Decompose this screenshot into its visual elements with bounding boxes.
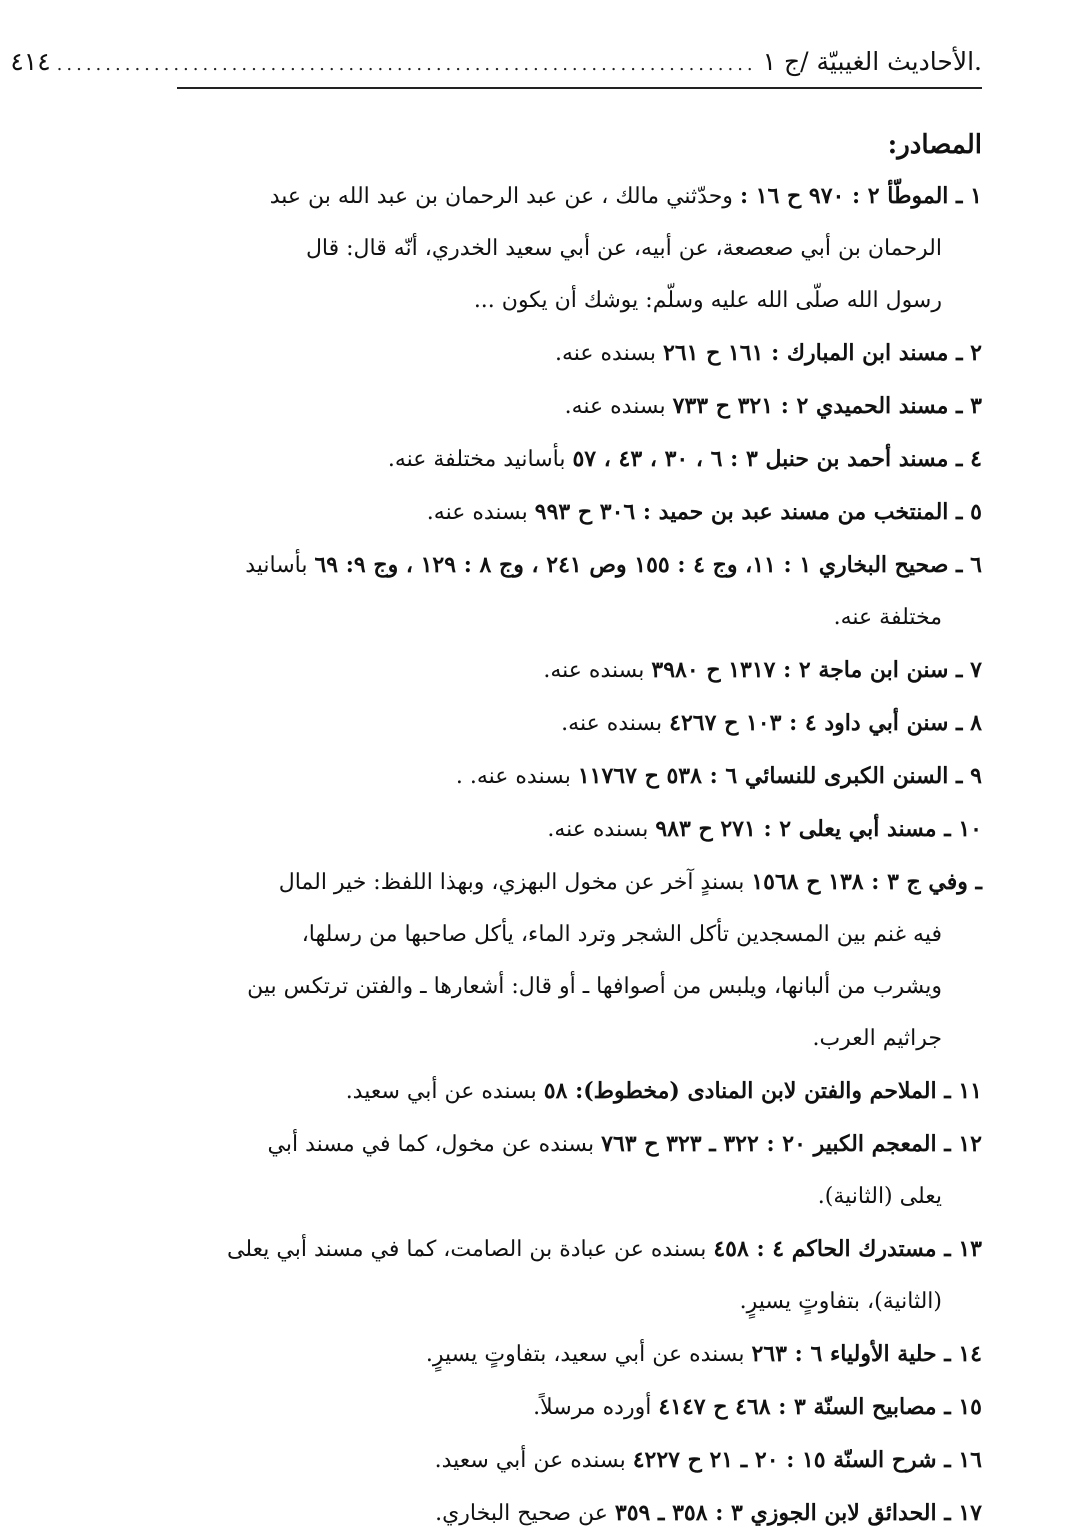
entry-citation: ٢ ـ مسند ابن المبارك : ١٦١ ح ٢٦١ — [663, 340, 982, 367]
source-entry — [177, 697, 982, 750]
sources-list — [177, 170, 982, 1540]
source-entry — [177, 750, 982, 803]
entry-first-line — [177, 697, 982, 750]
entry-first-line — [177, 380, 982, 433]
source-entry — [177, 1223, 982, 1328]
entry-text: بسنده عن أبي سعيد، بتفاوتٍ يسيرٍ. — [425, 1342, 752, 1368]
entry-continuation-line: (الثانية)، بتفاوتٍ يسيرٍ. — [739, 1289, 942, 1315]
running-header — [10, 46, 982, 89]
entry-citation: ١٢ ـ المعجم الكبير ٢٠ : ٣٢٢ ـ ٣٢٣ ح ٧٦٣ — [601, 1131, 982, 1158]
entry-first-line — [177, 803, 982, 856]
entry-citation: ١٦ ـ شرح السنّة ١٥ : ٢٠ ـ ٢١ ح ٤٢٢٧ — [632, 1447, 982, 1474]
source-entry — [177, 433, 982, 486]
source-entry — [177, 856, 982, 1065]
running-title: .الأحاديث الغيبيّة /ج ١ — [762, 47, 982, 76]
entry-first-line — [177, 856, 982, 909]
source-entry — [177, 380, 982, 433]
entry-text: عن صحيح البخاري. — [435, 1501, 615, 1527]
entry-citation: ـ وفي ج ٣ : ١٣٨ ح ١٥٦٨ — [751, 869, 982, 896]
entry-text: بسنده عنه. — [547, 817, 656, 843]
source-entry — [177, 1381, 982, 1434]
source-entry — [177, 170, 982, 327]
page-number: ٤١٤ — [10, 47, 51, 76]
entry-citation: ٣ ـ مسند الحميدي ٢ : ٣٢١ ح ٧٣٣ — [672, 393, 982, 420]
entry-text: بسنده عن أبي سعيد. — [345, 1079, 544, 1105]
source-entry — [177, 486, 982, 539]
entry-text: بسنده عنه. — [426, 500, 535, 526]
entry-continuation-line: جراثيم العرب. — [812, 1026, 942, 1052]
entry-text: بسنده عنه. . — [455, 764, 578, 790]
entry-continuation-line: ويشرب من ألبانها، ويلبس من أصوافها ـ أو قال: أشعارها ـ والفتن ترتكس بين — [247, 974, 942, 1000]
entry-text: بسنده عنه. — [554, 341, 663, 367]
entry-first-line — [177, 1065, 982, 1118]
entry-first-line — [177, 1328, 982, 1381]
entry-citation: ١٠ ـ مسند أبي يعلى ٢ : ٢٧١ ح ٩٨٣ — [655, 816, 982, 843]
entry-text: بسنده عنه. — [561, 711, 670, 737]
entry-text: أورده مرسلاً. — [533, 1395, 659, 1421]
entry-continuation-line: يعلى (الثانية). — [817, 1184, 942, 1210]
source-entry — [177, 539, 982, 644]
entry-continuation-line: الرحمان بن أبي صعصعة، عن أبيه، عن أبي سعيد الخدري، أنّه قال: قال — [305, 236, 942, 262]
entry-citation: ٩ ـ السنن الكبرى للنسائي ٦ : ٥٣٨ ح ١١٧٦٧ — [577, 763, 982, 790]
entry-continuation-line: مختلفة عنه. — [833, 605, 942, 631]
source-entry — [177, 644, 982, 697]
entry-citation: ١١ ـ الملاحم والفتن لابن المنادى (مخطوط): ٥٨ — [543, 1078, 982, 1105]
entry-first-line — [177, 486, 982, 539]
entry-text: بسنده عن أبي سعيد. — [434, 1448, 633, 1474]
book-page — [10, 46, 982, 1540]
entry-first-line — [177, 1118, 982, 1171]
entry-first-line — [177, 1381, 982, 1434]
entry-text: بسنده عنه. — [564, 394, 673, 420]
entry-text: وحدّثني مالك ، عن عبد الرحمان بن عبد الله بن عبد — [269, 184, 740, 210]
entry-continuation-line: فيه غنم بين المسجدين تأكل الشجر وترد الماء، يأكل صاحبها من رسلها، — [301, 922, 942, 948]
entry-continuation-line: رسول الله صلّى الله عليه وسلّم: يوشك أن يكون ... — [473, 288, 942, 314]
entry-citation: ٧ ـ سنن ابن ماجة ٢ : ١٣١٧ ح ٣٩٨٠ — [651, 657, 982, 684]
source-entry — [177, 803, 982, 856]
source-entry — [177, 1328, 982, 1381]
entry-first-line — [177, 433, 982, 486]
entry-first-line — [177, 644, 982, 697]
source-entry — [177, 1065, 982, 1118]
source-entry — [177, 327, 982, 380]
entry-first-line — [177, 327, 982, 380]
entry-citation: ١٣ ـ مستدرك الحاكم ٤ : ٤٥٨ — [713, 1236, 982, 1263]
section-heading: المصادر: — [887, 129, 982, 160]
entry-first-line — [177, 539, 982, 592]
source-entry — [177, 1487, 982, 1540]
entry-first-line — [177, 1487, 982, 1540]
dot-leader: ........................................................................ — [56, 54, 757, 75]
entry-citation: ١٤ ـ حلية الأولياء ٦ : ٢٦٣ — [751, 1341, 982, 1368]
entry-citation: ٨ ـ سنن أبي داود ٤ : ١٠٣ ح ٤٢٦٧ — [669, 710, 982, 737]
entry-citation: ٥ ـ المنتخب من مسند عبد بن حميد : ٣٠٦ ح ٩٩٣ — [534, 499, 982, 526]
source-entry — [177, 1434, 982, 1487]
entry-citation: ١٧ ـ الحدائق لابن الجوزي ٣ : ٣٥٨ ـ ٣٥٩ — [614, 1500, 982, 1527]
entry-citation: ٤ ـ مسند أحمد بن حنبل ٣ : ٦ ، ٣٠ ، ٤٣ ، ٥٧ — [572, 446, 982, 473]
entry-text: بأسانيد مختلفة عنه. — [387, 447, 573, 473]
entry-text: بسنده عن مخول، كما في مسند أبي — [267, 1132, 602, 1158]
entry-first-line — [177, 170, 982, 223]
entry-citation: ١٥ ـ مصابيح السنّة ٣ : ٤٦٨ ح ٤١٤٧ — [658, 1394, 982, 1421]
entry-citation: ١ ـ الموطّأ ٢ : ٩٧٠ ح ١٦ : — [739, 183, 982, 210]
entry-first-line — [177, 1223, 982, 1276]
entry-text: بسنده عنه. — [543, 658, 652, 684]
entry-citation: ٦ ـ صحيح البخاري ١ : ١١، وج ٤ : ١٥٥ وص ٢٤١ ، وج ٨ : ١٢٩ ، وج ٩: ٦٩ — [314, 552, 982, 579]
entry-first-line — [177, 750, 982, 803]
entry-text: بسنده عن عبادة بن الصامت، كما في مسند أبي يعلى — [227, 1237, 714, 1263]
entry-first-line — [177, 1434, 982, 1487]
entry-text: بأسانيد — [245, 553, 315, 579]
source-entry — [177, 1118, 982, 1223]
entry-text: بسندٍ آخر عن مخول البهزي، وبهذا اللفظ: خير المال — [278, 870, 752, 896]
